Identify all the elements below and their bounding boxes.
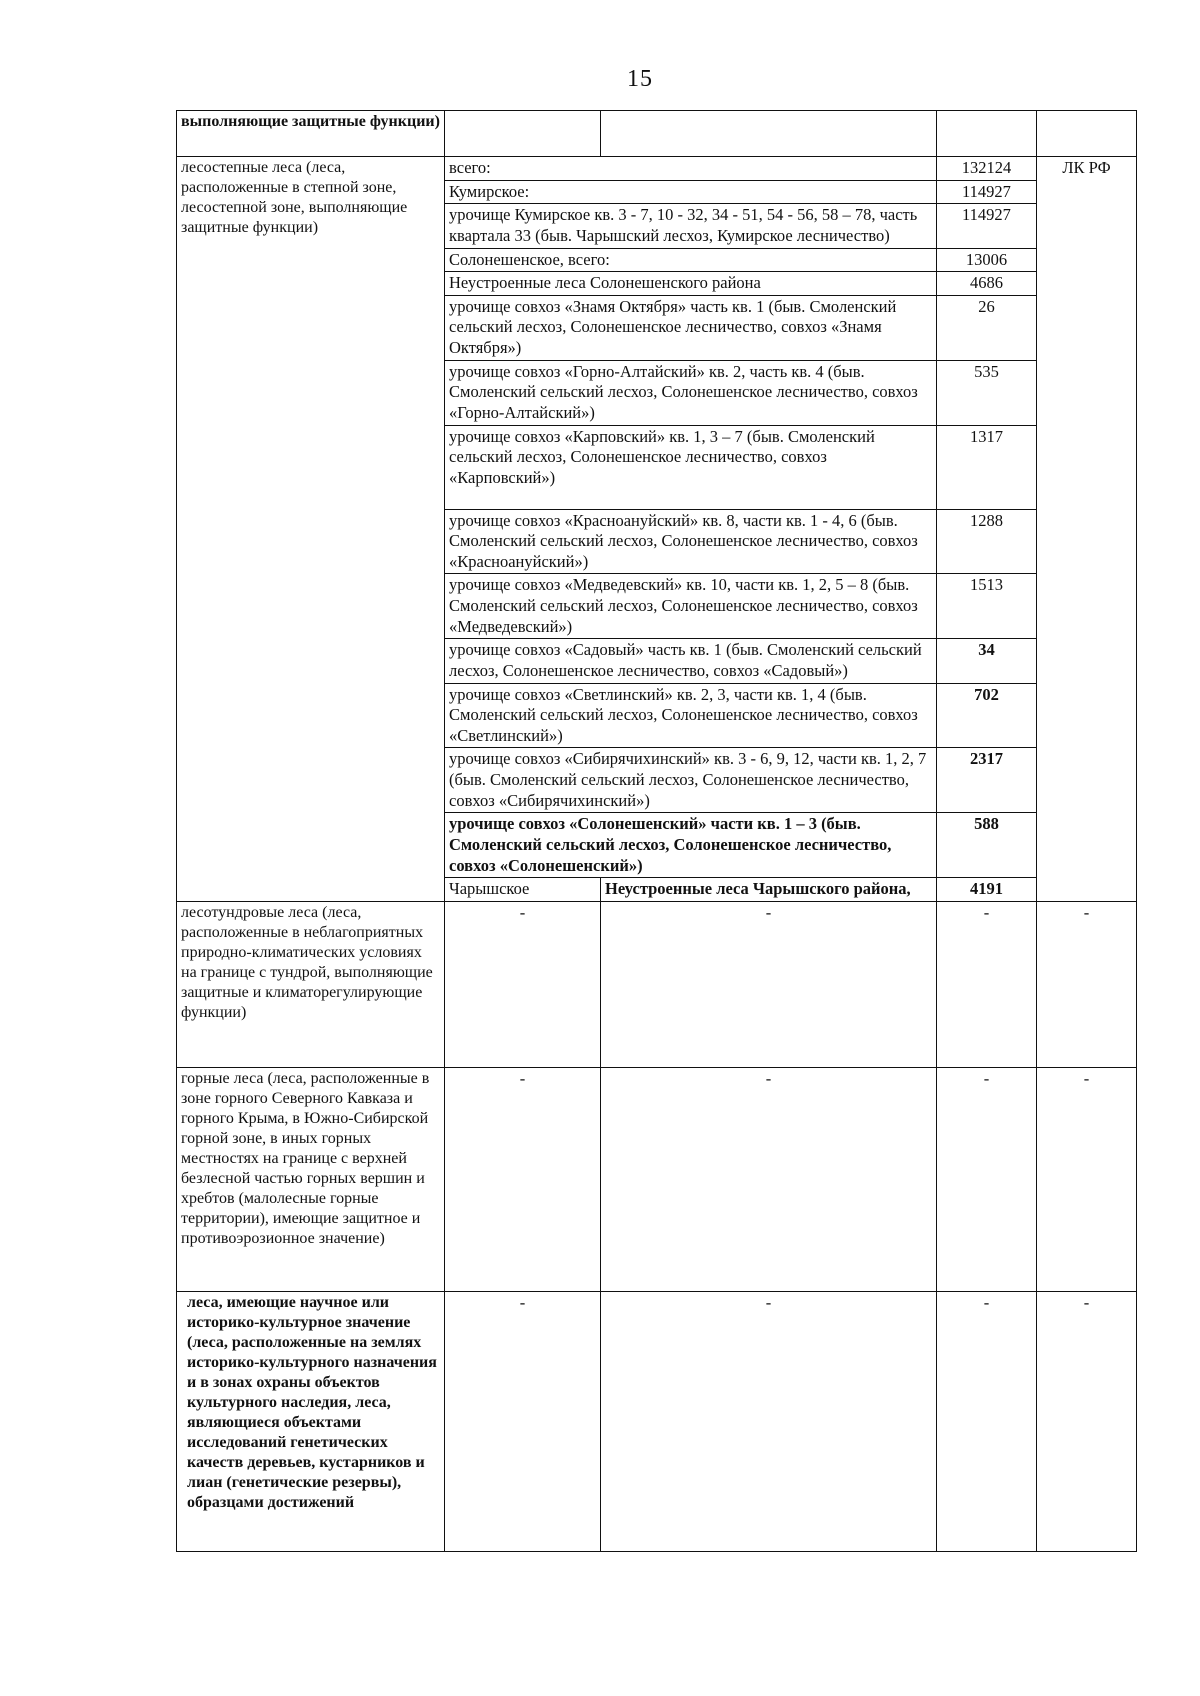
table-row: [177, 111, 1137, 157]
area-description: урочище совхоз «Светлинский» кв. 2, 3, части кв. 1, 4 (быв. Смоленский сельский лесхоз, Солонешенское лесничество, совхоз «Светлинский»): [445, 683, 937, 748]
area-value: 4686: [937, 272, 1037, 296]
area-value: 114927: [937, 204, 1037, 248]
area-description: урочище совхоз «Красноануйский» кв. 8, части кв. 1 - 4, 6 (быв. Смоленский сельский лесхоз, Солонешенское лесничество, совхоз «Красноануйский»): [445, 509, 937, 574]
category-cell: лесотундровые леса (леса, расположенные в неблагоприятных природно-климатических условиях на границе с тундрой, выполняющие защитные и климаторегулирующие функции): [177, 901, 445, 1067]
dash-cell: -: [937, 901, 1037, 1067]
dash-cell: -: [1037, 1291, 1137, 1551]
area-value: 2317: [937, 748, 1037, 813]
empty-cell: [601, 111, 937, 157]
empty-cell: [445, 111, 601, 157]
forest-table: [176, 110, 1137, 1552]
area-value: 4191: [937, 878, 1037, 902]
empty-cell: [1037, 111, 1137, 157]
legal-basis-cell: ЛК РФ: [1037, 157, 1137, 902]
area-description: урочище совхоз «Знамя Октября» часть кв. 1 (быв. Смоленский сельский лесхоз, Солонешенское лесничество, совхоз «Знамя Октября»): [445, 295, 937, 360]
area-value: 535: [937, 360, 1037, 425]
area-description: Солонешенское, всего:: [445, 248, 937, 272]
dash-cell: -: [601, 1067, 937, 1291]
area-value: 702: [937, 683, 1037, 748]
dash-cell: -: [445, 1067, 601, 1291]
dash-cell: -: [445, 1291, 601, 1551]
dash-cell: -: [445, 901, 601, 1067]
dash-cell: -: [1037, 1067, 1137, 1291]
area-value: 588: [937, 813, 1037, 878]
area-description: урочище совхоз «Сибирячихинский» кв. 3 - 6, 9, 12, части кв. 1, 2, 7 (быв. Смоленский сельский лесхоз, Солонешенское лесничество, совхоз «Сибирячихинский»): [445, 748, 937, 813]
area-value: 34: [937, 639, 1037, 683]
area-description: урочище совхоз «Садовый» часть кв. 1 (быв. Смоленский сельский лесхоз, Солонешенское лесничество, совхоз «Садовый»): [445, 639, 937, 683]
dash-cell: -: [1037, 901, 1137, 1067]
category-cell: выполняющие защитные функции): [177, 111, 445, 157]
area-value: 114927: [937, 180, 1037, 204]
area-value: 1513: [937, 574, 1037, 639]
table-row: [177, 901, 1137, 1067]
area-description: урочище Кумирское кв. 3 - 7, 10 - 32, 34 - 51, 54 - 56, 58 – 78, часть квартала 33 (быв. Чарышский лесхоз, Кумирское лесничество): [445, 204, 937, 248]
dash-cell: -: [937, 1291, 1037, 1551]
area-description: Кумирское:: [445, 180, 937, 204]
area-value: 1288: [937, 509, 1037, 574]
district-cell: Чарышское: [445, 878, 601, 902]
category-cell: леса, имеющие научное или историко-культурное значение (леса, расположенные на землях историко-культурного назначения и в зонах охраны объектов культурного наследия, леса, являющиеся объектами исследований генетических качеств деревьев, кустарников и лиан (генетические резервы), образцами достижений: [177, 1291, 445, 1551]
category-cell: горные леса (леса, расположенные в зоне горного Северного Кавказа и горного Крыма, в Южно-Сибирской горной зоне, в иных горных местностях на границе с верхней безлесной частью горных вершин и хребтов (малолесные горные территории), имеющие защитное и противоэрозионное значение): [177, 1067, 445, 1291]
table-row: [177, 1291, 1137, 1551]
category-cell: лесостепные леса (леса, расположенные в степной зоне, лесостепной зоне, выполняющие защитные функции): [177, 157, 445, 902]
area-description: урочище совхоз «Медведевский» кв. 10, части кв. 1, 2, 5 – 8 (быв. Смоленский сельский лесхоз, Солонешенское лесничество, совхоз «Медведевский»): [445, 574, 937, 639]
table-row: [177, 157, 1137, 181]
area-description: Неустроенные леса Солонешенского района: [445, 272, 937, 296]
dash-cell: -: [601, 901, 937, 1067]
area-value: 132124: [937, 157, 1037, 181]
area-description: урочище совхоз «Карповский» кв. 1, 3 – 7 (быв. Смоленский сельский лесхоз, Солонешенское лесничество, совхоз «Карповский»): [445, 425, 937, 509]
area-value: 1317: [937, 425, 1037, 509]
table-row: [177, 1067, 1137, 1291]
area-value: 26: [937, 295, 1037, 360]
area-value: 13006: [937, 248, 1037, 272]
area-description: всего:: [445, 157, 937, 181]
page-number: 15: [627, 66, 653, 92]
area-description: Неустроенные леса Чарышского района,: [601, 878, 937, 902]
area-description: урочище совхоз «Горно-Алтайский» кв. 2, часть кв. 4 (быв. Смоленский сельский лесхоз, Солонешенское лесничество, совхоз «Горно-Алтайский»): [445, 360, 937, 425]
area-description: урочище совхоз «Солонешенский» части кв. 1 – 3 (быв. Смоленский сельский лесхоз, Солонешенское лесничество, совхоз «Солонешенский»): [445, 813, 937, 878]
dash-cell: -: [601, 1291, 937, 1551]
dash-cell: -: [937, 1067, 1037, 1291]
empty-cell: [937, 111, 1037, 157]
